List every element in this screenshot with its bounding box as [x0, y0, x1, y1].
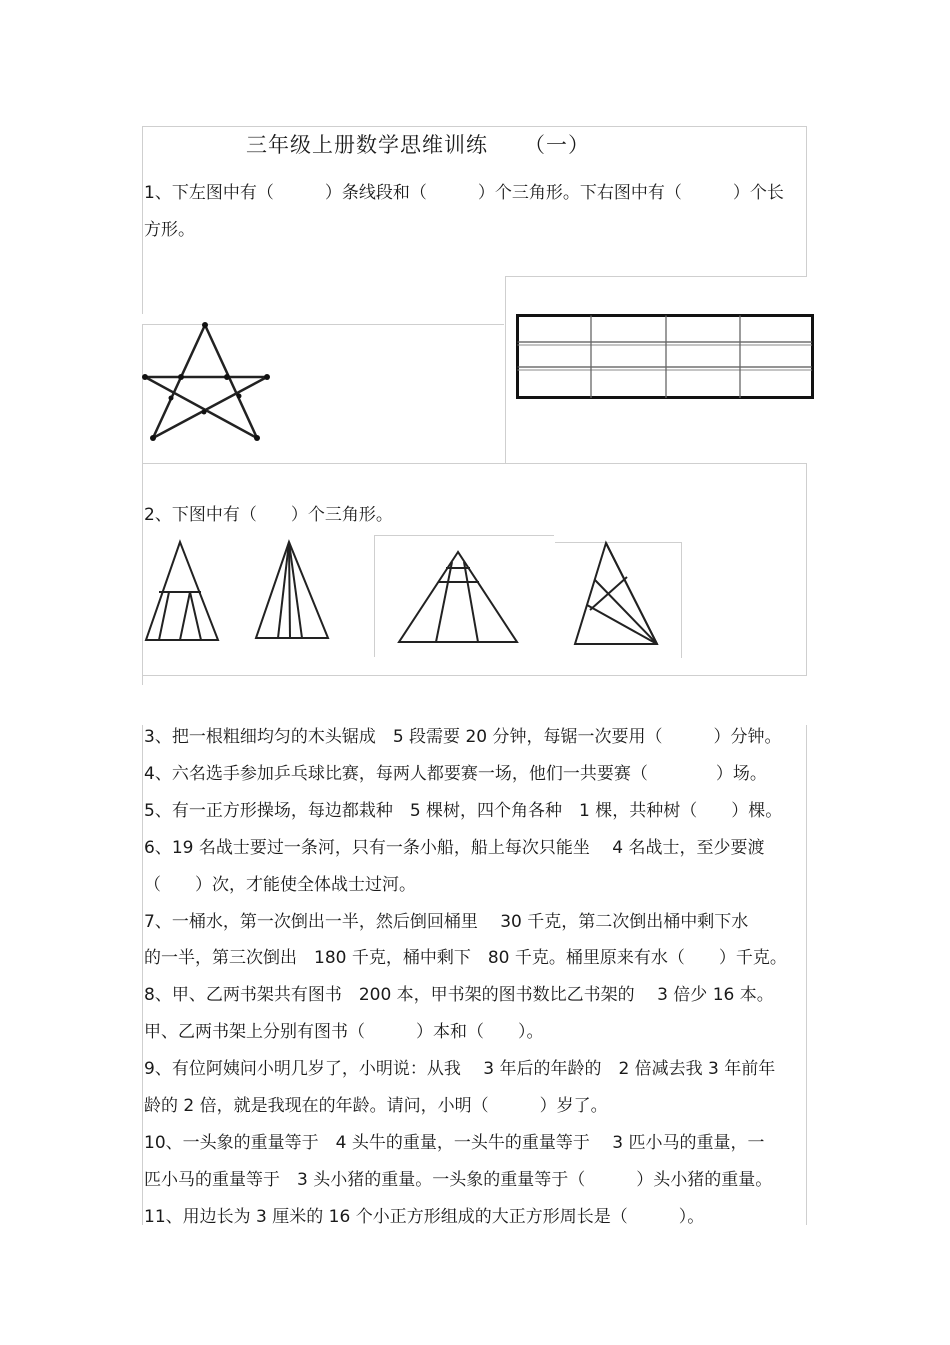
question-6-line2: （ ）次，才能使全体战士过河。	[144, 875, 416, 895]
frame-line	[505, 276, 506, 464]
triangle-figure-4	[570, 540, 665, 650]
frame-line	[142, 725, 143, 1225]
page-title	[246, 129, 590, 159]
question-2: 2、下图中有（ ）个三角形。	[144, 505, 393, 525]
figure-scan-edge	[374, 535, 554, 536]
question-8-line2: 甲、乙两书架上分别有图书（ ）本和（ ）。	[144, 1022, 544, 1042]
frame-line	[505, 276, 807, 277]
question-9-line2: 龄的 2 倍，就是我现在的年龄。请问，小明（ ）岁了。	[144, 1096, 608, 1116]
question-5: 5、有一正方形操场，每边都栽种 5 棵树，四个角各种 1 棵，共种树（ ）棵。	[144, 801, 783, 821]
star-figure	[143, 322, 283, 447]
rectangle-grid-figure	[516, 314, 816, 400]
question-11: 11、用边长为 3 厘米的 16 个小正方形组成的大正方形周长是（ ）。	[144, 1207, 705, 1227]
title-paren: （一）	[524, 133, 590, 157]
triangle-figure-1	[144, 540, 224, 645]
question-6-line1: 6、19 名战士要过一条河，只有一条小船，船上每次只能坐 4 名战士，至少要渡	[144, 838, 765, 858]
question-7-line1: 7、一桶水，第一次倒出一半，然后倒回桶里 30 千克，第二次倒出桶中剩下水	[144, 912, 749, 932]
figure-scan-edge	[374, 535, 375, 657]
frame-line	[142, 126, 143, 314]
frame-line	[142, 463, 143, 685]
question-1-line2: 方形。	[144, 220, 195, 240]
frame-line	[142, 126, 807, 127]
title-text: 三年级上册数学思维训练	[246, 133, 488, 157]
frame-line	[142, 463, 807, 464]
frame-line	[806, 725, 807, 1225]
question-10-line1: 10、一头象的重量等于 4 头牛的重量，一头牛的重量等于 3 匹小马的重量，一	[144, 1133, 765, 1153]
figure-scan-edge	[681, 542, 682, 658]
question-10-line2: 匹小马的重量等于 3 头小猪的重量。一头象的重量等于（ ）头小猪的重量。	[144, 1170, 773, 1190]
triangle-figure-3	[396, 550, 521, 645]
frame-line	[142, 675, 807, 676]
triangle-figure-2	[252, 540, 332, 645]
question-8-line1: 8、甲、乙两书架共有图书 200 本，甲书架的图书数比乙书架的 3 倍少 16 本。	[144, 985, 774, 1005]
frame-line	[806, 126, 807, 276]
question-9-line1: 9、有位阿姨问小明几岁了，小明说：从我 3 年后的年龄的 2 倍减去我 3 年前年	[144, 1059, 776, 1079]
frame-line	[806, 463, 807, 675]
question-4: 4、六名选手参加乒乓球比赛，每两人都要赛一场，他们一共要赛（ ）场。	[144, 764, 767, 784]
question-3: 3、把一根粗细均匀的木头锯成 5 段需要 20 分钟，每锯一次要用（ ）分钟。	[144, 727, 782, 747]
question-1-line1: 1、下左图中有（ ）条线段和（ ）个三角形。下右图中有（ ）个长	[144, 183, 784, 203]
question-7-line2: 的一半，第三次倒出 180 千克，桶中剩下 80 千克。桶里原来有水（ ）千克。	[144, 948, 787, 968]
